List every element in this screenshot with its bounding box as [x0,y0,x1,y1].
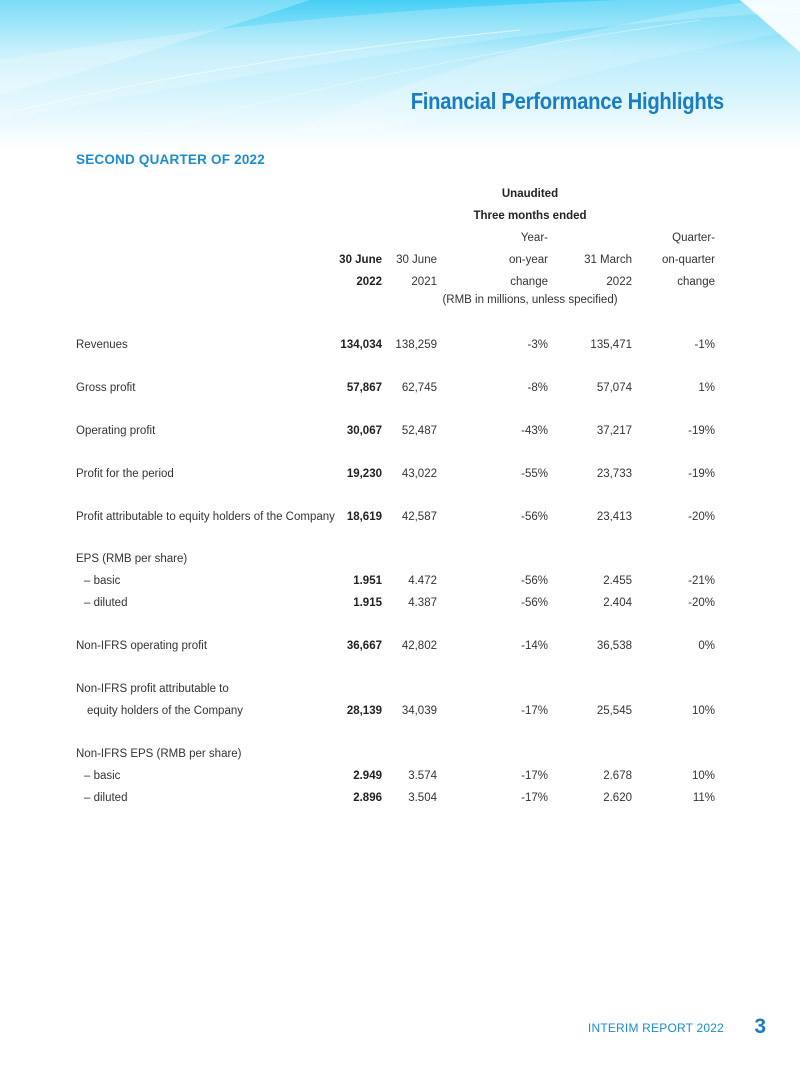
row-label: Operating profit [76,425,156,437]
cell-col4: 2.620 [603,792,632,804]
cell-col2: 34,039 [401,705,437,717]
cell-col2: 42,587 [401,511,437,523]
row-label: – basic [84,770,121,782]
cell-col2: 62,745 [401,382,437,394]
cell-col5: -19% [688,425,715,437]
col1-header-line2: 2022 [356,276,382,288]
col3-header-line0: Year- [520,232,548,244]
col4-header-line1: 31 March [584,254,632,266]
cell-col4: 135,471 [590,339,632,351]
cell-col5: -20% [688,597,715,609]
cell-col1: 1.915 [353,597,382,609]
row-label: Non-IFRS EPS (RMB per share) [76,748,242,760]
cell-col3: -43% [521,425,548,437]
cell-col3: -3% [527,339,548,351]
cell-col1: 57,867 [346,382,382,394]
row-label: Profit for the period [76,468,174,480]
cell-col1: 19,230 [346,468,382,480]
page-number: 3 [754,1015,766,1038]
cell-col1: 30,067 [346,425,382,437]
cell-col4: 23,413 [596,511,632,523]
cell-col4: 25,545 [596,705,632,717]
col2-header-line2: 2021 [411,276,437,288]
table-row [0,553,800,569]
row-label: EPS (RMB per share) [76,553,188,565]
row-label: Profit attributable to equity holders of the Company [76,511,335,523]
col4-header-line2: 2022 [606,276,632,288]
col2-header-line1: 30 June [396,254,437,266]
units-note: (RMB in millions, unless specified) [442,294,618,306]
table-row [0,339,800,355]
row-label: Gross profit [76,382,136,394]
cell-col4: 2.404 [603,597,632,609]
cell-col3: -55% [521,468,548,480]
cell-col4: 37,217 [596,425,632,437]
cell-col3: -17% [521,705,548,717]
table-row [0,382,800,398]
cell-col2: 52,487 [401,425,437,437]
table-row [0,575,800,591]
table-row [0,705,800,721]
col3-header-line1: on-year [509,254,548,266]
table-row [0,640,800,656]
table-row [0,511,800,527]
cell-col5: 10% [691,770,715,782]
cell-col3: -56% [521,511,548,523]
cell-col1: 2.896 [353,792,382,804]
cell-col4: 2.678 [603,770,632,782]
cell-col2: 138,259 [395,339,437,351]
cell-col2: 3.504 [408,792,437,804]
cell-col1: 1.951 [353,575,382,587]
cell-col3: -56% [521,575,548,587]
cell-col1: 2.949 [353,770,382,782]
row-label: Non-IFRS profit attributable to [76,683,229,695]
col5-header-line0: Quarter- [672,232,715,244]
section-title: SECOND QUARTER OF 2022 [76,152,265,167]
row-label: Revenues [76,339,128,351]
page-title: Financial Performance Highlights [410,88,724,114]
cell-col4: 23,733 [596,468,632,480]
table-row [0,683,800,699]
table-row [0,748,800,764]
cell-col4: 36,538 [596,640,632,652]
cell-col2: 4.387 [408,597,437,609]
cell-col1: 36,667 [346,640,382,652]
cell-col5: 0% [698,640,715,652]
col5-header-line1: on-quarter [661,254,715,266]
cell-col4: 2.455 [603,575,632,587]
cell-col5: -21% [688,575,715,587]
cell-col3: -8% [527,382,548,394]
table-row [0,770,800,786]
cell-col3: -56% [521,597,548,609]
row-label: – diluted [84,792,128,804]
cell-col1: 28,139 [346,705,382,717]
cell-col2: 43,022 [401,468,437,480]
table-row [0,792,800,808]
footer-report-title: INTERIM REPORT 2022 [587,1021,724,1035]
header-three-months-ended: Three months ended [473,210,587,222]
header-unaudited: Unaudited [501,188,559,200]
cell-col5: 10% [691,705,715,717]
cell-col2: 4.472 [408,575,437,587]
table-row [0,597,800,613]
row-label: – diluted [84,597,128,609]
col3-header-line2: change [510,276,548,288]
row-label: equity holders of the Company [87,705,243,717]
cell-col3: -17% [521,770,548,782]
col1-header-line1: 30 June [339,254,382,266]
cell-col1: 18,619 [346,511,382,523]
cell-col5: -20% [688,511,715,523]
cell-col3: -14% [521,640,548,652]
cell-col2: 3.574 [408,770,437,782]
cell-col5: -1% [694,339,715,351]
col5-header-line2: change [677,276,715,288]
cell-col5: 11% [692,792,715,804]
cell-col4: 57,074 [596,382,632,394]
table-row [0,425,800,441]
row-label: – basic [84,575,121,587]
table-row [0,468,800,484]
cell-col5: 1% [698,382,715,394]
cell-col3: -17% [521,792,548,804]
cell-col1: 134,034 [340,339,382,351]
cell-col5: -19% [688,468,715,480]
cell-col2: 42,802 [401,640,437,652]
row-label: Non-IFRS operating profit [76,640,208,652]
